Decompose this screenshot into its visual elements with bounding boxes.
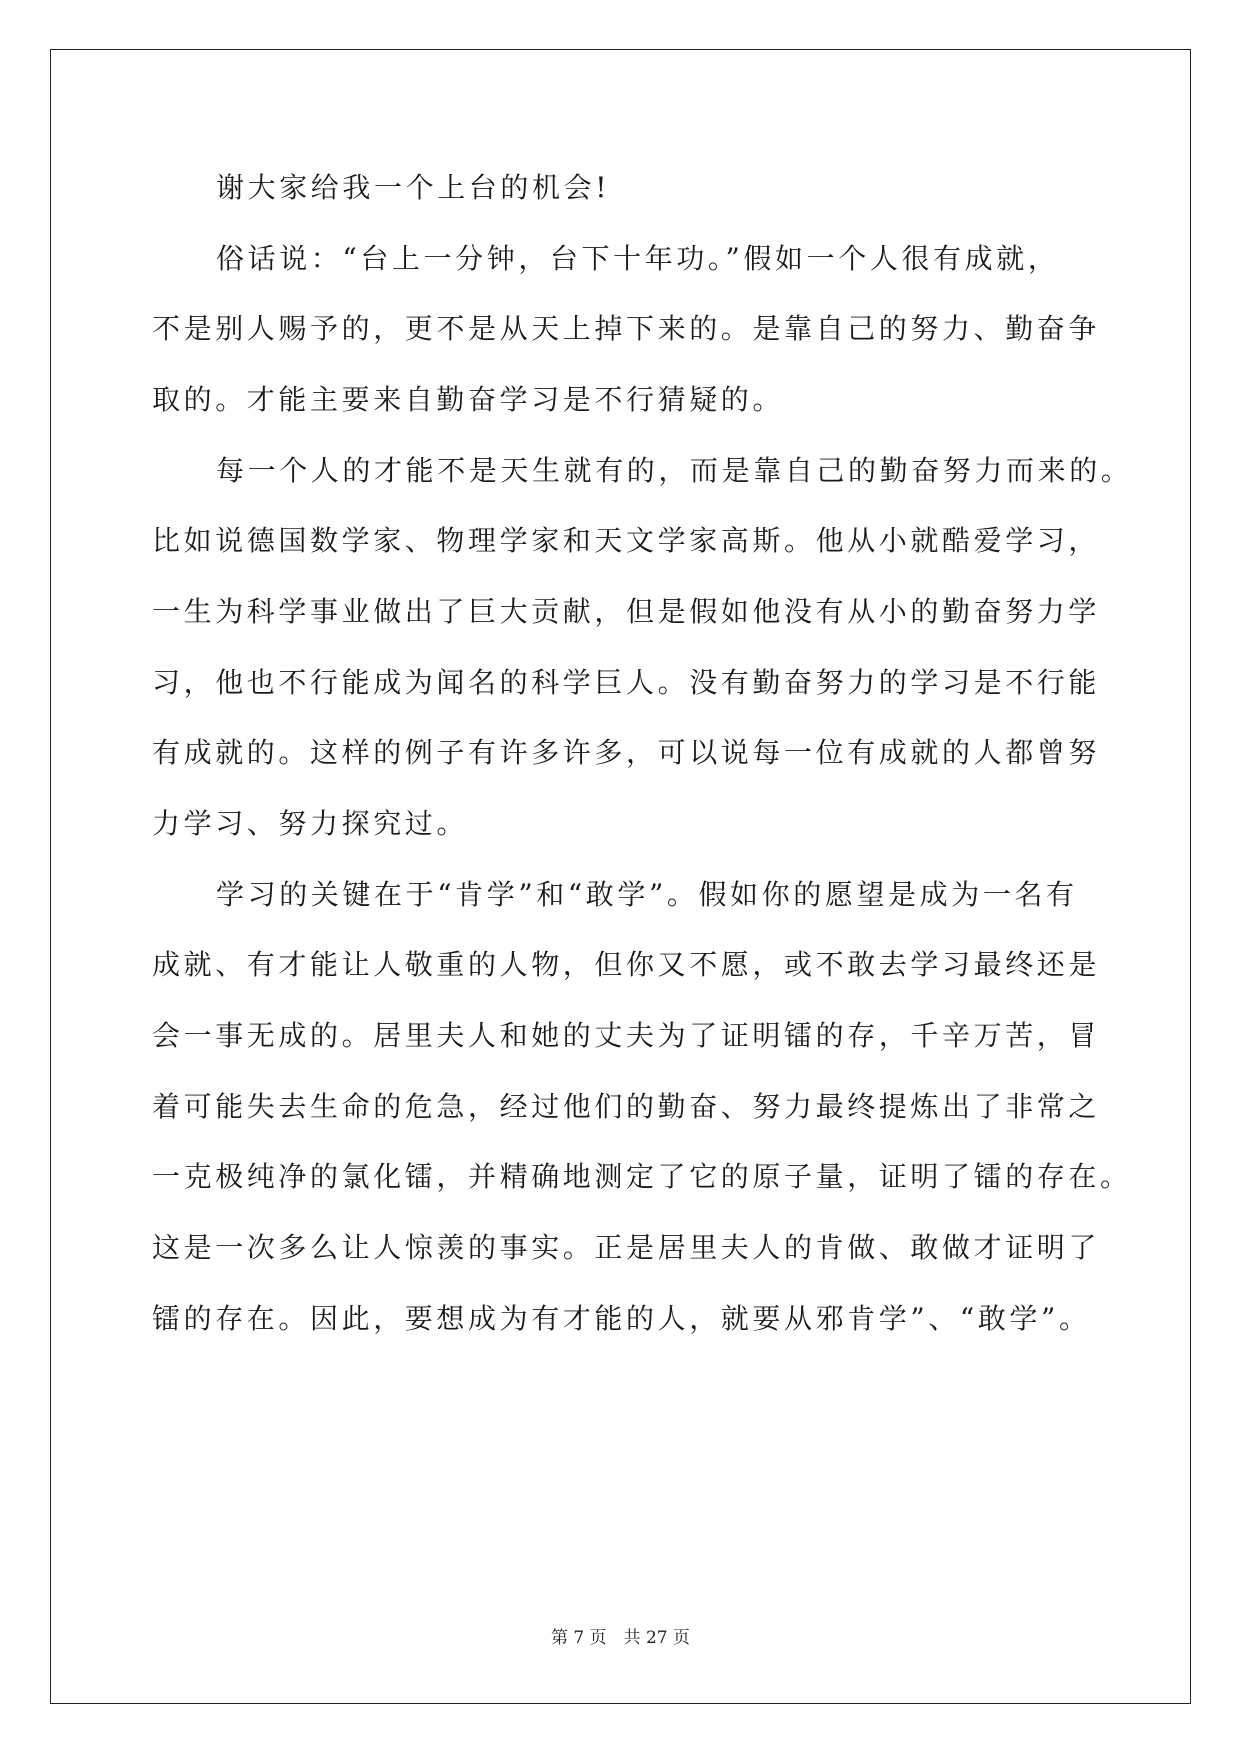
paragraph-line: 不是别人赐予的，更不是从天上掉下来的。是靠自己的努力、勤奋争 <box>152 312 1101 345</box>
paragraph-line: 一克极纯净的氯化镭，并精确地测定了它的原子量，证明了镭的存在。 <box>152 1160 1132 1193</box>
paragraph-line: 会一事无成的。居里夫人和她的丈夫为了证明镭的存，千辛万苦，冒 <box>152 1019 1101 1052</box>
paragraph-line: 取的。才能主要来自勤奋学习是不行猜疑的。 <box>152 383 785 416</box>
paragraph-line: 有成就的。这样的例子有许多许多，可以说每一位有成就的人都曾努 <box>152 736 1101 769</box>
paragraph-line: 一生为科学事业做出了巨大贡献，但是假如他没有从小的勤奋努力学 <box>152 595 1101 628</box>
paragraph-line: 习，他也不行能成为闻名的科学巨人。没有勤奋努力的学习是不行能 <box>152 666 1101 699</box>
paragraph-line: 俗话说：“台上一分钟，台下十年功。”假如一个人很有成就， <box>216 242 1060 275</box>
paragraph-line: 这是一次多么让人惊羡的事实。正是居里夫人的肯做、敢做才证明了 <box>152 1231 1101 1264</box>
paragraph-line: 每一个人的才能不是天生就有的，而是靠自己的勤奋努力而来的。 <box>216 454 1133 487</box>
page-number: 第 7 页 共 27 页 <box>550 1628 691 1648</box>
paragraph-line: 比如说德国数学家、物理学家和天文学家高斯。他从小就酷爱学习， <box>152 524 1101 557</box>
paragraph-line: 力学习、努力探究过。 <box>152 807 469 840</box>
paragraph-line: 成就、有才能让人敬重的人物，但你又不愿，或不敢去学习最终还是 <box>152 948 1101 981</box>
paragraph-line: 镭的存在。因此，要想成为有才能的人，就要从邪肯学”、“敢学”。 <box>152 1302 1091 1335</box>
paragraph-line: 学习的关键在于“肯学”和“敢学”。假如你的愿望是成为一名有 <box>216 878 1078 911</box>
paragraph-line: 谢大家给我一个上台的机会! <box>216 171 611 204</box>
paragraph-line: 着可能失去生命的危急，经过他们的勤奋、努力最终提炼出了非常之 <box>152 1090 1101 1123</box>
